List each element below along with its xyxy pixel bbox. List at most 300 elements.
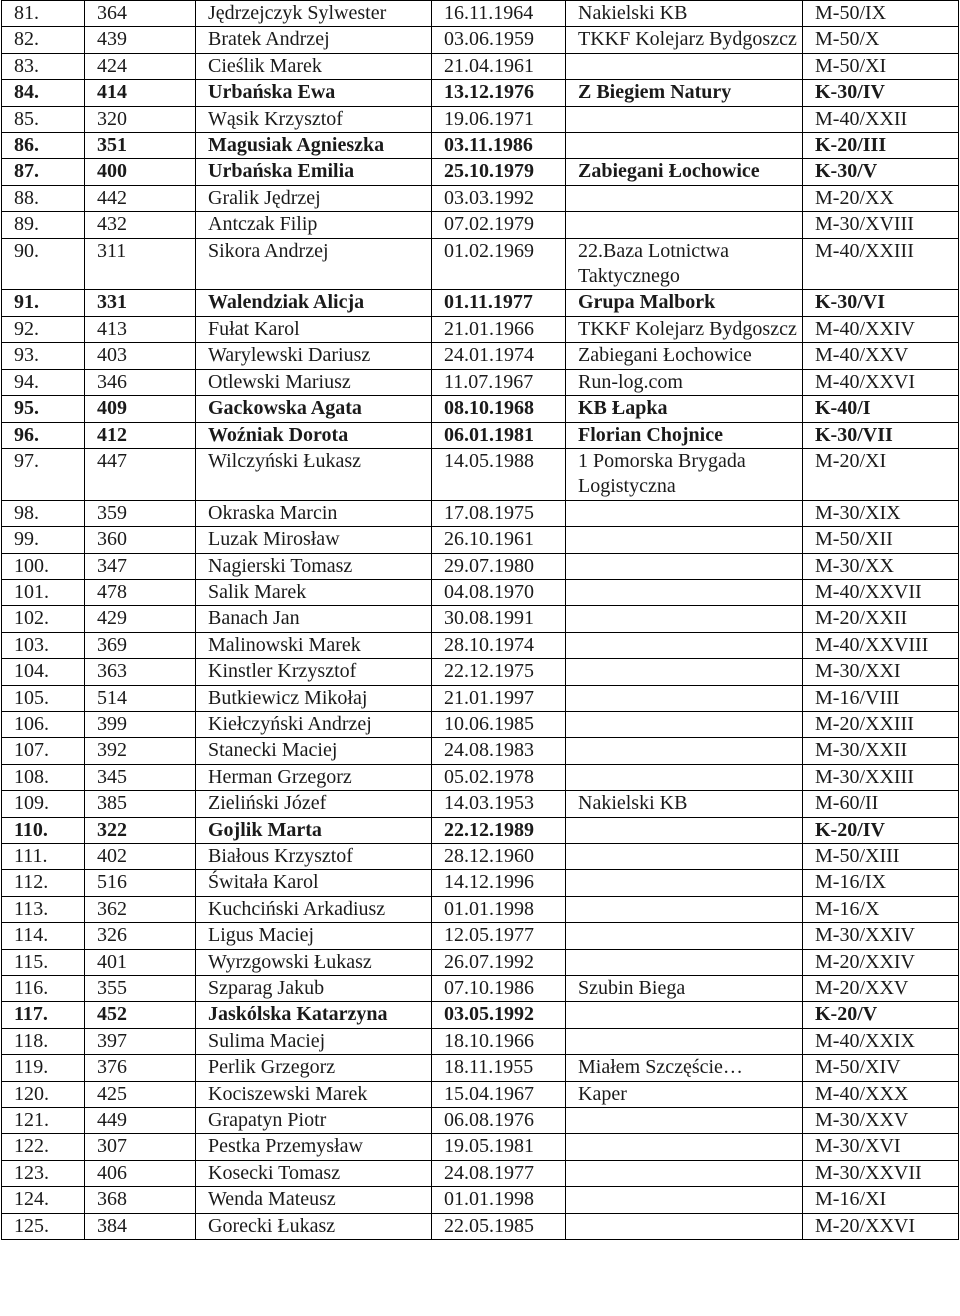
- club-cell: [566, 923, 803, 949]
- runner-name-cell: Luzak Mirosław: [196, 527, 432, 553]
- place-cell: 113.: [2, 896, 85, 922]
- bib-number-cell: 439: [85, 27, 196, 53]
- birth-date-cell: 07.10.1986: [432, 976, 566, 1002]
- birth-date-cell: 24.01.1974: [432, 343, 566, 369]
- category-cell: M-30/XXV: [803, 1108, 959, 1134]
- place-cell: 89.: [2, 212, 85, 238]
- place-cell: 121.: [2, 1108, 85, 1134]
- birth-date-cell: 01.01.1998: [432, 1187, 566, 1213]
- birth-date-cell: 24.08.1977: [432, 1160, 566, 1186]
- place-cell: 104.: [2, 659, 85, 685]
- table-row: [2, 632, 959, 658]
- club-cell: [566, 579, 803, 605]
- place-cell: 114.: [2, 923, 85, 949]
- birth-date-cell: 14.03.1953: [432, 791, 566, 817]
- runner-name-cell: Jędrzejczyk Sylwester: [196, 1, 432, 27]
- category-cell: M-20/XX: [803, 185, 959, 211]
- table-row: [2, 659, 959, 685]
- birth-date-cell: 11.07.1967: [432, 369, 566, 395]
- place-cell: 107.: [2, 738, 85, 764]
- category-cell: M-40/XXVI: [803, 369, 959, 395]
- runner-name-cell: Walendziak Alicja: [196, 290, 432, 316]
- runner-name-cell: Kociszewski Marek: [196, 1081, 432, 1107]
- place-cell: 91.: [2, 290, 85, 316]
- table-row: [2, 290, 959, 316]
- club-cell: [566, 1160, 803, 1186]
- birth-date-cell: 16.11.1964: [432, 1, 566, 27]
- table-row: [2, 711, 959, 737]
- category-cell: K-30/VII: [803, 422, 959, 448]
- birth-date-cell: 18.11.1955: [432, 1055, 566, 1081]
- place-cell: 96.: [2, 422, 85, 448]
- bib-number-cell: 429: [85, 606, 196, 632]
- place-cell: 100.: [2, 553, 85, 579]
- category-cell: M-50/X: [803, 27, 959, 53]
- runner-name-cell: Stanecki Maciej: [196, 738, 432, 764]
- place-cell: 83.: [2, 53, 85, 79]
- birth-date-cell: 12.05.1977: [432, 923, 566, 949]
- bib-number-cell: 326: [85, 923, 196, 949]
- birth-date-cell: 19.05.1981: [432, 1134, 566, 1160]
- table-row: [2, 422, 959, 448]
- birth-date-cell: 01.02.1969: [432, 238, 566, 290]
- runner-name-cell: Nagierski Tomasz: [196, 553, 432, 579]
- bib-number-cell: 397: [85, 1028, 196, 1054]
- birth-date-cell: 14.05.1988: [432, 448, 566, 500]
- bib-number-cell: 452: [85, 1002, 196, 1028]
- club-cell: [566, 870, 803, 896]
- place-cell: 122.: [2, 1134, 85, 1160]
- runner-name-cell: Świtała Karol: [196, 870, 432, 896]
- runner-name-cell: Butkiewicz Mikołaj: [196, 685, 432, 711]
- bib-number-cell: 320: [85, 106, 196, 132]
- category-cell: M-30/XXIV: [803, 923, 959, 949]
- runner-name-cell: Herman Grzegorz: [196, 764, 432, 790]
- place-cell: 108.: [2, 764, 85, 790]
- bib-number-cell: 368: [85, 1187, 196, 1213]
- table-row: [2, 1187, 959, 1213]
- bib-number-cell: 442: [85, 185, 196, 211]
- results-table-body: [2, 1, 959, 1240]
- club-cell: [566, 949, 803, 975]
- bib-number-cell: 424: [85, 53, 196, 79]
- club-cell: Nakielski KB: [566, 1, 803, 27]
- bib-number-cell: 516: [85, 870, 196, 896]
- runner-name-cell: Kiełczyński Andrzej: [196, 711, 432, 737]
- category-cell: M-40/XXX: [803, 1081, 959, 1107]
- place-cell: 106.: [2, 711, 85, 737]
- place-cell: 102.: [2, 606, 85, 632]
- category-cell: M-50/IX: [803, 1, 959, 27]
- results-table: [1, 0, 959, 1240]
- runner-name-cell: Urbańska Emilia: [196, 159, 432, 185]
- birth-date-cell: 22.12.1975: [432, 659, 566, 685]
- place-cell: 85.: [2, 106, 85, 132]
- bib-number-cell: 403: [85, 343, 196, 369]
- birth-date-cell: 03.05.1992: [432, 1002, 566, 1028]
- place-cell: 123.: [2, 1160, 85, 1186]
- runner-name-cell: Perlik Grzegorz: [196, 1055, 432, 1081]
- birth-date-cell: 03.06.1959: [432, 27, 566, 53]
- bib-number-cell: 413: [85, 316, 196, 342]
- club-cell: [566, 553, 803, 579]
- runner-name-cell: Białous Krzysztof: [196, 844, 432, 870]
- birth-date-cell: 24.08.1983: [432, 738, 566, 764]
- bib-number-cell: 425: [85, 1081, 196, 1107]
- table-row: [2, 53, 959, 79]
- birth-date-cell: 15.04.1967: [432, 1081, 566, 1107]
- table-row: [2, 685, 959, 711]
- place-cell: 92.: [2, 316, 85, 342]
- bib-number-cell: 360: [85, 527, 196, 553]
- birth-date-cell: 03.11.1986: [432, 133, 566, 159]
- category-cell: M-20/XXII: [803, 606, 959, 632]
- place-cell: 98.: [2, 500, 85, 526]
- runner-name-cell: Gojlik Marta: [196, 817, 432, 843]
- category-cell: K-20/III: [803, 133, 959, 159]
- runner-name-cell: Salik Marek: [196, 579, 432, 605]
- club-cell: [566, 106, 803, 132]
- table-row: [2, 106, 959, 132]
- birth-date-cell: 29.07.1980: [432, 553, 566, 579]
- category-cell: M-40/XXIX: [803, 1028, 959, 1054]
- club-cell: [566, 659, 803, 685]
- table-row: [2, 1108, 959, 1134]
- place-cell: 82.: [2, 27, 85, 53]
- club-cell: [566, 1134, 803, 1160]
- bib-number-cell: 392: [85, 738, 196, 764]
- table-row: [2, 27, 959, 53]
- bib-number-cell: 345: [85, 764, 196, 790]
- club-cell: Grupa Malbork: [566, 290, 803, 316]
- runner-name-cell: Urbańska Ewa: [196, 80, 432, 106]
- club-cell: [566, 1108, 803, 1134]
- birth-date-cell: 21.01.1966: [432, 316, 566, 342]
- bib-number-cell: 362: [85, 896, 196, 922]
- birth-date-cell: 04.08.1970: [432, 579, 566, 605]
- bib-number-cell: 409: [85, 396, 196, 422]
- birth-date-cell: 17.08.1975: [432, 500, 566, 526]
- birth-date-cell: 21.04.1961: [432, 53, 566, 79]
- bib-number-cell: 412: [85, 422, 196, 448]
- bib-number-cell: 406: [85, 1160, 196, 1186]
- table-row: [2, 527, 959, 553]
- table-row: [2, 1, 959, 27]
- club-cell: Zabiegani Łochowice: [566, 159, 803, 185]
- bib-number-cell: 385: [85, 791, 196, 817]
- club-cell: [566, 185, 803, 211]
- birth-date-cell: 28.12.1960: [432, 844, 566, 870]
- runner-name-cell: Zieliński Józef: [196, 791, 432, 817]
- bib-number-cell: 364: [85, 1, 196, 27]
- table-row: [2, 396, 959, 422]
- table-row: [2, 343, 959, 369]
- runner-name-cell: Kuchciński Arkadiusz: [196, 896, 432, 922]
- runner-name-cell: Kinstler Krzysztof: [196, 659, 432, 685]
- place-cell: 94.: [2, 369, 85, 395]
- category-cell: M-50/XI: [803, 53, 959, 79]
- table-row: [2, 448, 959, 500]
- runner-name-cell: Magusiak Agnieszka: [196, 133, 432, 159]
- runner-name-cell: Bratek Andrzej: [196, 27, 432, 53]
- club-cell: 22.Baza Lotnictwa Taktycznego: [566, 238, 803, 290]
- table-row: [2, 791, 959, 817]
- bib-number-cell: 400: [85, 159, 196, 185]
- bib-number-cell: 478: [85, 579, 196, 605]
- place-cell: 120.: [2, 1081, 85, 1107]
- bib-number-cell: 331: [85, 290, 196, 316]
- club-cell: [566, 685, 803, 711]
- table-row: [2, 579, 959, 605]
- birth-date-cell: 28.10.1974: [432, 632, 566, 658]
- club-cell: [566, 1028, 803, 1054]
- category-cell: K-20/V: [803, 1002, 959, 1028]
- bib-number-cell: 369: [85, 632, 196, 658]
- category-cell: M-20/XXIII: [803, 711, 959, 737]
- runner-name-cell: Fułat Karol: [196, 316, 432, 342]
- table-row: [2, 80, 959, 106]
- category-cell: M-40/XXIII: [803, 238, 959, 290]
- birth-date-cell: 26.10.1961: [432, 527, 566, 553]
- category-cell: M-30/XXIII: [803, 764, 959, 790]
- category-cell: M-20/XI: [803, 448, 959, 500]
- bib-number-cell: 447: [85, 448, 196, 500]
- bib-number-cell: 402: [85, 844, 196, 870]
- category-cell: M-60/II: [803, 791, 959, 817]
- runner-name-cell: Sikora Andrzej: [196, 238, 432, 290]
- bib-number-cell: 384: [85, 1213, 196, 1239]
- bib-number-cell: 401: [85, 949, 196, 975]
- club-cell: [566, 632, 803, 658]
- category-cell: M-50/XIV: [803, 1055, 959, 1081]
- category-cell: M-20/XXV: [803, 976, 959, 1002]
- table-row: [2, 1213, 959, 1239]
- place-cell: 81.: [2, 1, 85, 27]
- category-cell: M-30/XXII: [803, 738, 959, 764]
- place-cell: 84.: [2, 80, 85, 106]
- place-cell: 124.: [2, 1187, 85, 1213]
- club-cell: [566, 1187, 803, 1213]
- place-cell: 99.: [2, 527, 85, 553]
- bib-number-cell: 363: [85, 659, 196, 685]
- birth-date-cell: 13.12.1976: [432, 80, 566, 106]
- category-cell: M-20/XXVI: [803, 1213, 959, 1239]
- runner-name-cell: Ligus Maciej: [196, 923, 432, 949]
- birth-date-cell: 22.12.1989: [432, 817, 566, 843]
- runner-name-cell: Pestka Przemysław: [196, 1134, 432, 1160]
- club-cell: TKKF Kolejarz Bydgoszcz: [566, 27, 803, 53]
- bib-number-cell: 449: [85, 1108, 196, 1134]
- place-cell: 115.: [2, 949, 85, 975]
- table-row: [2, 896, 959, 922]
- bib-number-cell: 359: [85, 500, 196, 526]
- club-cell: [566, 527, 803, 553]
- table-row: [2, 1028, 959, 1054]
- birth-date-cell: 19.06.1971: [432, 106, 566, 132]
- club-cell: [566, 764, 803, 790]
- runner-name-cell: Malinowski Marek: [196, 632, 432, 658]
- runner-name-cell: Jaskólska Katarzyna: [196, 1002, 432, 1028]
- bib-number-cell: 355: [85, 976, 196, 1002]
- category-cell: M-30/XVIII: [803, 212, 959, 238]
- place-cell: 119.: [2, 1055, 85, 1081]
- club-cell: [566, 817, 803, 843]
- birth-date-cell: 08.10.1968: [432, 396, 566, 422]
- category-cell: M-50/XIII: [803, 844, 959, 870]
- club-cell: Zabiegani Łochowice: [566, 343, 803, 369]
- bib-number-cell: 346: [85, 369, 196, 395]
- place-cell: 112.: [2, 870, 85, 896]
- table-row: [2, 553, 959, 579]
- place-cell: 88.: [2, 185, 85, 211]
- category-cell: M-16/IX: [803, 870, 959, 896]
- club-cell: 1 Pomorska Brygada Logistyczna: [566, 448, 803, 500]
- place-cell: 105.: [2, 685, 85, 711]
- birth-date-cell: 22.05.1985: [432, 1213, 566, 1239]
- club-cell: [566, 1213, 803, 1239]
- place-cell: 86.: [2, 133, 85, 159]
- place-cell: 101.: [2, 579, 85, 605]
- table-row: [2, 976, 959, 1002]
- club-cell: [566, 738, 803, 764]
- bib-number-cell: 311: [85, 238, 196, 290]
- category-cell: K-40/I: [803, 396, 959, 422]
- place-cell: 110.: [2, 817, 85, 843]
- category-cell: M-16/VIII: [803, 685, 959, 711]
- place-cell: 125.: [2, 1213, 85, 1239]
- birth-date-cell: 07.02.1979: [432, 212, 566, 238]
- runner-name-cell: Banach Jan: [196, 606, 432, 632]
- category-cell: M-40/XXVIII: [803, 632, 959, 658]
- category-cell: M-30/XIX: [803, 500, 959, 526]
- bib-number-cell: 347: [85, 553, 196, 579]
- club-cell: [566, 606, 803, 632]
- birth-date-cell: 21.01.1997: [432, 685, 566, 711]
- table-row: [2, 133, 959, 159]
- table-row: [2, 185, 959, 211]
- category-cell: M-30/XXI: [803, 659, 959, 685]
- table-row: [2, 923, 959, 949]
- category-cell: M-16/X: [803, 896, 959, 922]
- club-cell: Szubin Biega: [566, 976, 803, 1002]
- birth-date-cell: 05.02.1978: [432, 764, 566, 790]
- place-cell: 109.: [2, 791, 85, 817]
- place-cell: 116.: [2, 976, 85, 1002]
- table-row: [2, 844, 959, 870]
- category-cell: M-40/XXV: [803, 343, 959, 369]
- table-row: [2, 500, 959, 526]
- club-cell: Run-log.com: [566, 369, 803, 395]
- birth-date-cell: 03.03.1992: [432, 185, 566, 211]
- bib-number-cell: 351: [85, 133, 196, 159]
- club-cell: TKKF Kolejarz Bydgoszcz: [566, 316, 803, 342]
- club-cell: Z Biegiem Natury: [566, 80, 803, 106]
- table-row: [2, 1160, 959, 1186]
- table-row: [2, 1081, 959, 1107]
- club-cell: [566, 844, 803, 870]
- runner-name-cell: Wenda Mateusz: [196, 1187, 432, 1213]
- category-cell: M-40/XXIV: [803, 316, 959, 342]
- bib-number-cell: 399: [85, 711, 196, 737]
- runner-name-cell: Grapatyn Piotr: [196, 1108, 432, 1134]
- birth-date-cell: 25.10.1979: [432, 159, 566, 185]
- bib-number-cell: 432: [85, 212, 196, 238]
- place-cell: 95.: [2, 396, 85, 422]
- runner-name-cell: Okraska Marcin: [196, 500, 432, 526]
- runner-name-cell: Woźniak Dorota: [196, 422, 432, 448]
- runner-name-cell: Antczak Filip: [196, 212, 432, 238]
- birth-date-cell: 01.01.1998: [432, 896, 566, 922]
- birth-date-cell: 01.11.1977: [432, 290, 566, 316]
- place-cell: 117.: [2, 1002, 85, 1028]
- birth-date-cell: 14.12.1996: [432, 870, 566, 896]
- club-cell: [566, 53, 803, 79]
- club-cell: [566, 896, 803, 922]
- runner-name-cell: Warylewski Dariusz: [196, 343, 432, 369]
- runner-name-cell: Wyrzgowski Łukasz: [196, 949, 432, 975]
- birth-date-cell: 30.08.1991: [432, 606, 566, 632]
- bib-number-cell: 322: [85, 817, 196, 843]
- place-cell: 93.: [2, 343, 85, 369]
- club-cell: KB Łapka: [566, 396, 803, 422]
- runner-name-cell: Sulima Maciej: [196, 1028, 432, 1054]
- table-row: [2, 606, 959, 632]
- category-cell: M-50/XII: [803, 527, 959, 553]
- club-cell: [566, 1002, 803, 1028]
- table-row: [2, 738, 959, 764]
- place-cell: 103.: [2, 632, 85, 658]
- club-cell: Miałem Szczęście…: [566, 1055, 803, 1081]
- birth-date-cell: 06.08.1976: [432, 1108, 566, 1134]
- birth-date-cell: 06.01.1981: [432, 422, 566, 448]
- club-cell: [566, 711, 803, 737]
- club-cell: Nakielski KB: [566, 791, 803, 817]
- table-row: [2, 764, 959, 790]
- place-cell: 111.: [2, 844, 85, 870]
- place-cell: 118.: [2, 1028, 85, 1054]
- category-cell: M-40/XXII: [803, 106, 959, 132]
- place-cell: 90.: [2, 238, 85, 290]
- bib-number-cell: 514: [85, 685, 196, 711]
- birth-date-cell: 26.07.1992: [432, 949, 566, 975]
- bib-number-cell: 414: [85, 80, 196, 106]
- club-cell: [566, 133, 803, 159]
- table-row: [2, 1055, 959, 1081]
- table-row: [2, 1002, 959, 1028]
- table-row: [2, 1134, 959, 1160]
- category-cell: K-30/IV: [803, 80, 959, 106]
- bib-number-cell: 376: [85, 1055, 196, 1081]
- runner-name-cell: Kosecki Tomasz: [196, 1160, 432, 1186]
- table-row: [2, 159, 959, 185]
- runner-name-cell: Wąsik Krzysztof: [196, 106, 432, 132]
- club-cell: Kaper: [566, 1081, 803, 1107]
- table-row: [2, 212, 959, 238]
- table-row: [2, 817, 959, 843]
- category-cell: M-30/XX: [803, 553, 959, 579]
- table-row: [2, 949, 959, 975]
- table-row: [2, 238, 959, 290]
- category-cell: M-30/XXVII: [803, 1160, 959, 1186]
- category-cell: M-16/XI: [803, 1187, 959, 1213]
- place-cell: 87.: [2, 159, 85, 185]
- bib-number-cell: 307: [85, 1134, 196, 1160]
- runner-name-cell: Gralik Jędrzej: [196, 185, 432, 211]
- table-row: [2, 316, 959, 342]
- runner-name-cell: Cieślik Marek: [196, 53, 432, 79]
- category-cell: K-20/IV: [803, 817, 959, 843]
- runner-name-cell: Otlewski Mariusz: [196, 369, 432, 395]
